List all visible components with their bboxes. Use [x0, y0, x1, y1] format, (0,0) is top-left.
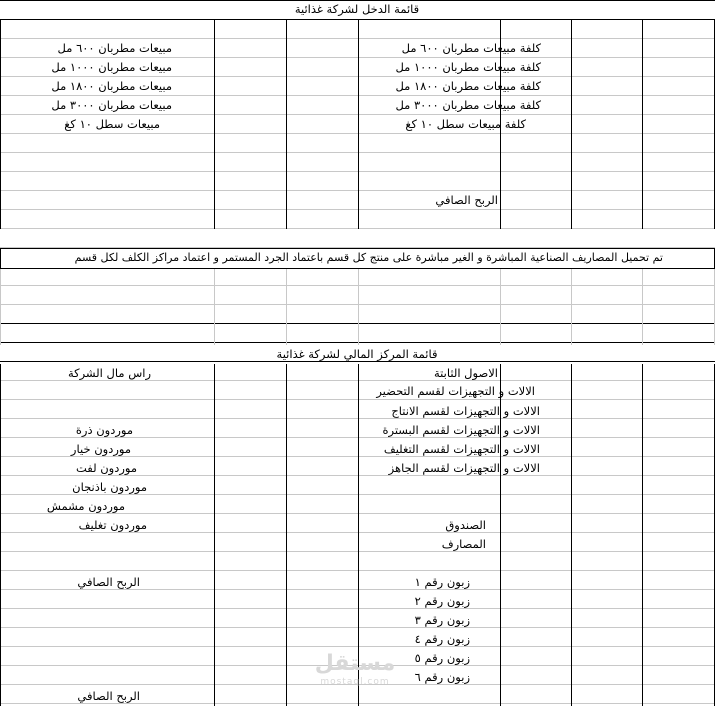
grid-column-line — [286, 267, 287, 345]
supplier-item[interactable]: موردون باذنجان — [72, 480, 147, 494]
grid-column-line — [358, 267, 359, 345]
grid-column-line — [500, 267, 501, 345]
grid-column-line — [358, 19, 359, 229]
revenue-item[interactable]: مبيعات مطربان ٣٠٠٠ مل — [51, 98, 172, 112]
balance-sheet-title[interactable]: قائمة المركز المالي لشركة غذائية — [276, 347, 438, 361]
supplier-item[interactable]: موردون خيار — [70, 442, 131, 456]
grid-column-line — [214, 267, 215, 345]
supplier-item[interactable]: موردون مشمش — [46, 499, 125, 513]
grid-column-line — [286, 19, 287, 229]
grid-column-line — [642, 267, 643, 345]
grid-column-line — [642, 19, 643, 229]
cost-item[interactable]: كلفة مبيعات سطل ١٠ كغ — [405, 117, 526, 131]
grid-column-line — [286, 364, 287, 706]
balance-net-profit-bottom[interactable]: الربح الصافي — [77, 689, 140, 703]
banks-label[interactable]: المصارف — [441, 537, 486, 551]
cost-allocation-note[interactable]: تم تحميل المصاريف الصناعية المباشرة و الغير مباشرة على منتج كل قسم باعتماد الجرد المستمر و اعتماد مراكز الكلف لكل قسم — [74, 251, 663, 264]
grid-column-line — [0, 364, 1, 706]
income-net-profit[interactable]: الربح الصافي — [435, 193, 498, 207]
asset-item[interactable]: الالات و التجهيزات لقسم التغليف — [383, 442, 540, 456]
watermark-logo-text: مستقل — [314, 651, 396, 676]
grid-column-line — [214, 19, 215, 229]
asset-item[interactable]: الالات و التجهيزات لقسم الانتاج — [391, 404, 540, 418]
asset-item[interactable]: الالات و التجهيزات لقسم البسترة — [382, 423, 540, 437]
cost-item[interactable]: كلفة مبيعات مطربان ١٨٠٠ مل — [395, 79, 541, 93]
asset-item[interactable]: الالات و التجهيزات لقسم التحضير — [376, 384, 535, 398]
grid-column-line — [571, 19, 572, 229]
supplier-item[interactable]: موردون ذرة — [75, 423, 133, 437]
income-statement-title[interactable]: قائمة الدخل لشركة غذائية — [294, 2, 420, 16]
revenue-item[interactable]: مبيعات مطربان ١٠٠٠ مل — [51, 60, 172, 74]
revenue-item[interactable]: مبيعات مطربان ١٨٠٠ مل — [51, 79, 172, 93]
capital-header[interactable]: راس مال الشركة — [67, 366, 151, 380]
fixed-assets-header[interactable]: الاصول الثابتة — [434, 366, 498, 380]
supplier-item[interactable]: موردون تغليف — [78, 518, 147, 532]
grid-column-line — [642, 364, 643, 706]
customer-item[interactable]: زبون رقم ٥ — [414, 651, 470, 665]
revenue-item[interactable]: مبيعات سطل ١٠ كغ — [64, 117, 160, 131]
customer-item[interactable]: زبون رقم ٣ — [414, 613, 470, 627]
watermark-url: mostaql.com — [320, 677, 390, 687]
cost-item[interactable]: كلفة مبيعات مطربان ١٠٠٠ مل — [395, 60, 541, 74]
grid-column-line — [571, 267, 572, 345]
customer-item[interactable]: زبون رقم ٢ — [414, 594, 470, 608]
grid-column-line — [571, 364, 572, 706]
cost-item[interactable]: كلفة مبيعات مطربان ٦٠٠ مل — [401, 41, 541, 55]
balance-net-profit-mid[interactable]: الربح الصافي — [77, 575, 140, 589]
watermark-logo — [305, 651, 405, 691]
customer-item[interactable]: زبون رقم ١ — [414, 575, 470, 589]
grid-column-line — [214, 364, 215, 706]
revenue-item[interactable]: مبيعات مطربان ٦٠٠ مل — [57, 41, 172, 55]
cash-label[interactable]: الصندوق — [445, 518, 486, 532]
customer-item[interactable]: زبون رقم ٦ — [414, 670, 470, 684]
supplier-item[interactable]: موردون لفت — [75, 461, 137, 475]
grid-column-line — [0, 267, 1, 345]
cost-item[interactable]: كلفة مبيعات مطربان ٣٠٠٠ مل — [395, 98, 541, 112]
customer-item[interactable]: زبون رقم ٤ — [414, 632, 470, 646]
asset-item[interactable]: الالات و التجهيزات لقسم الجاهز — [388, 461, 540, 475]
grid-column-line — [0, 19, 1, 229]
